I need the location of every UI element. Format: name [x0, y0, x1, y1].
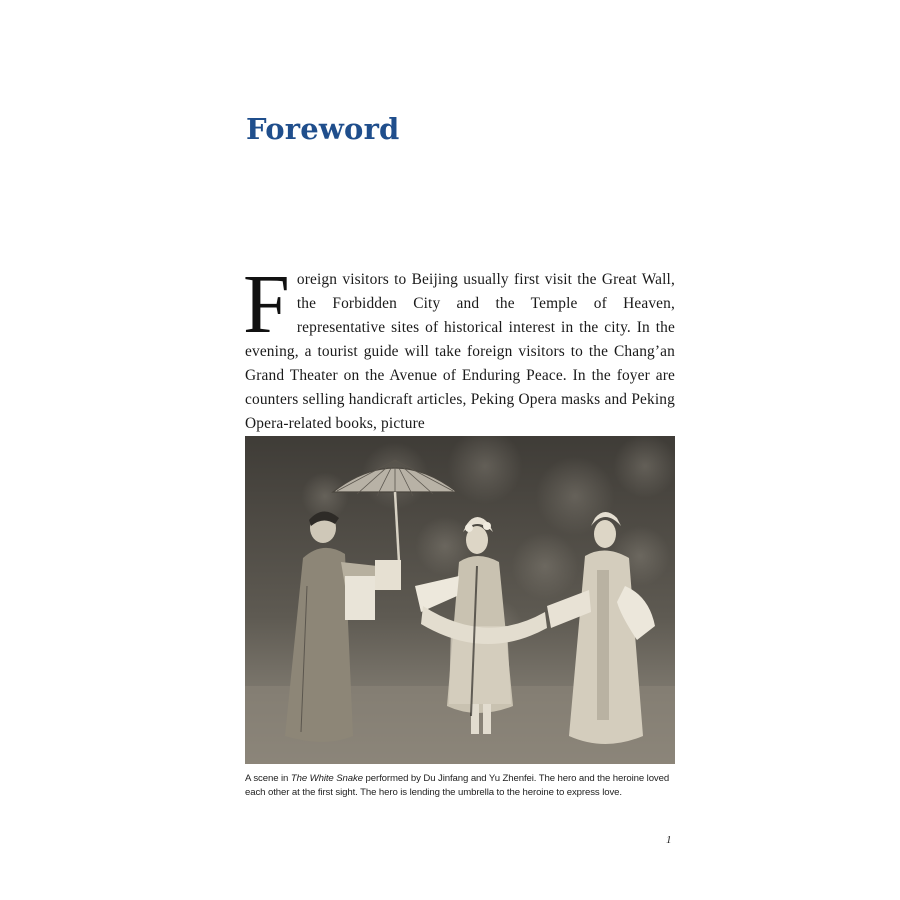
photo-caption — [245, 772, 685, 800]
page-title: Foreword — [246, 112, 400, 146]
caption-prefix: A scene in — [245, 773, 291, 784]
body-text: oreign visitors to Beijing usually first visit the Great Wall, the Forbidden City and the Temple of Heaven, representative sites of historical interest in the city. In the evening, a tourist guide will take foreign visitors to the Chang’an Grand Theater on the Avenue of Enduring Peace. In the foyer are counters selling handicraft articles, Peking Opera masks and Peking Opera-related books, picture — [245, 271, 675, 432]
page-number: 1 — [666, 834, 672, 846]
caption-text: performed by Du Jinfang and Yu Zhenfei. The hero and the heroine loved each other at the first sight. The hero is lending the umbrella to the heroine to express love. — [245, 773, 670, 798]
drop-cap: F — [243, 258, 290, 351]
opera-photo — [245, 436, 675, 764]
caption-work-title: The White Snake — [290, 773, 363, 784]
body-paragraph — [243, 258, 675, 436]
